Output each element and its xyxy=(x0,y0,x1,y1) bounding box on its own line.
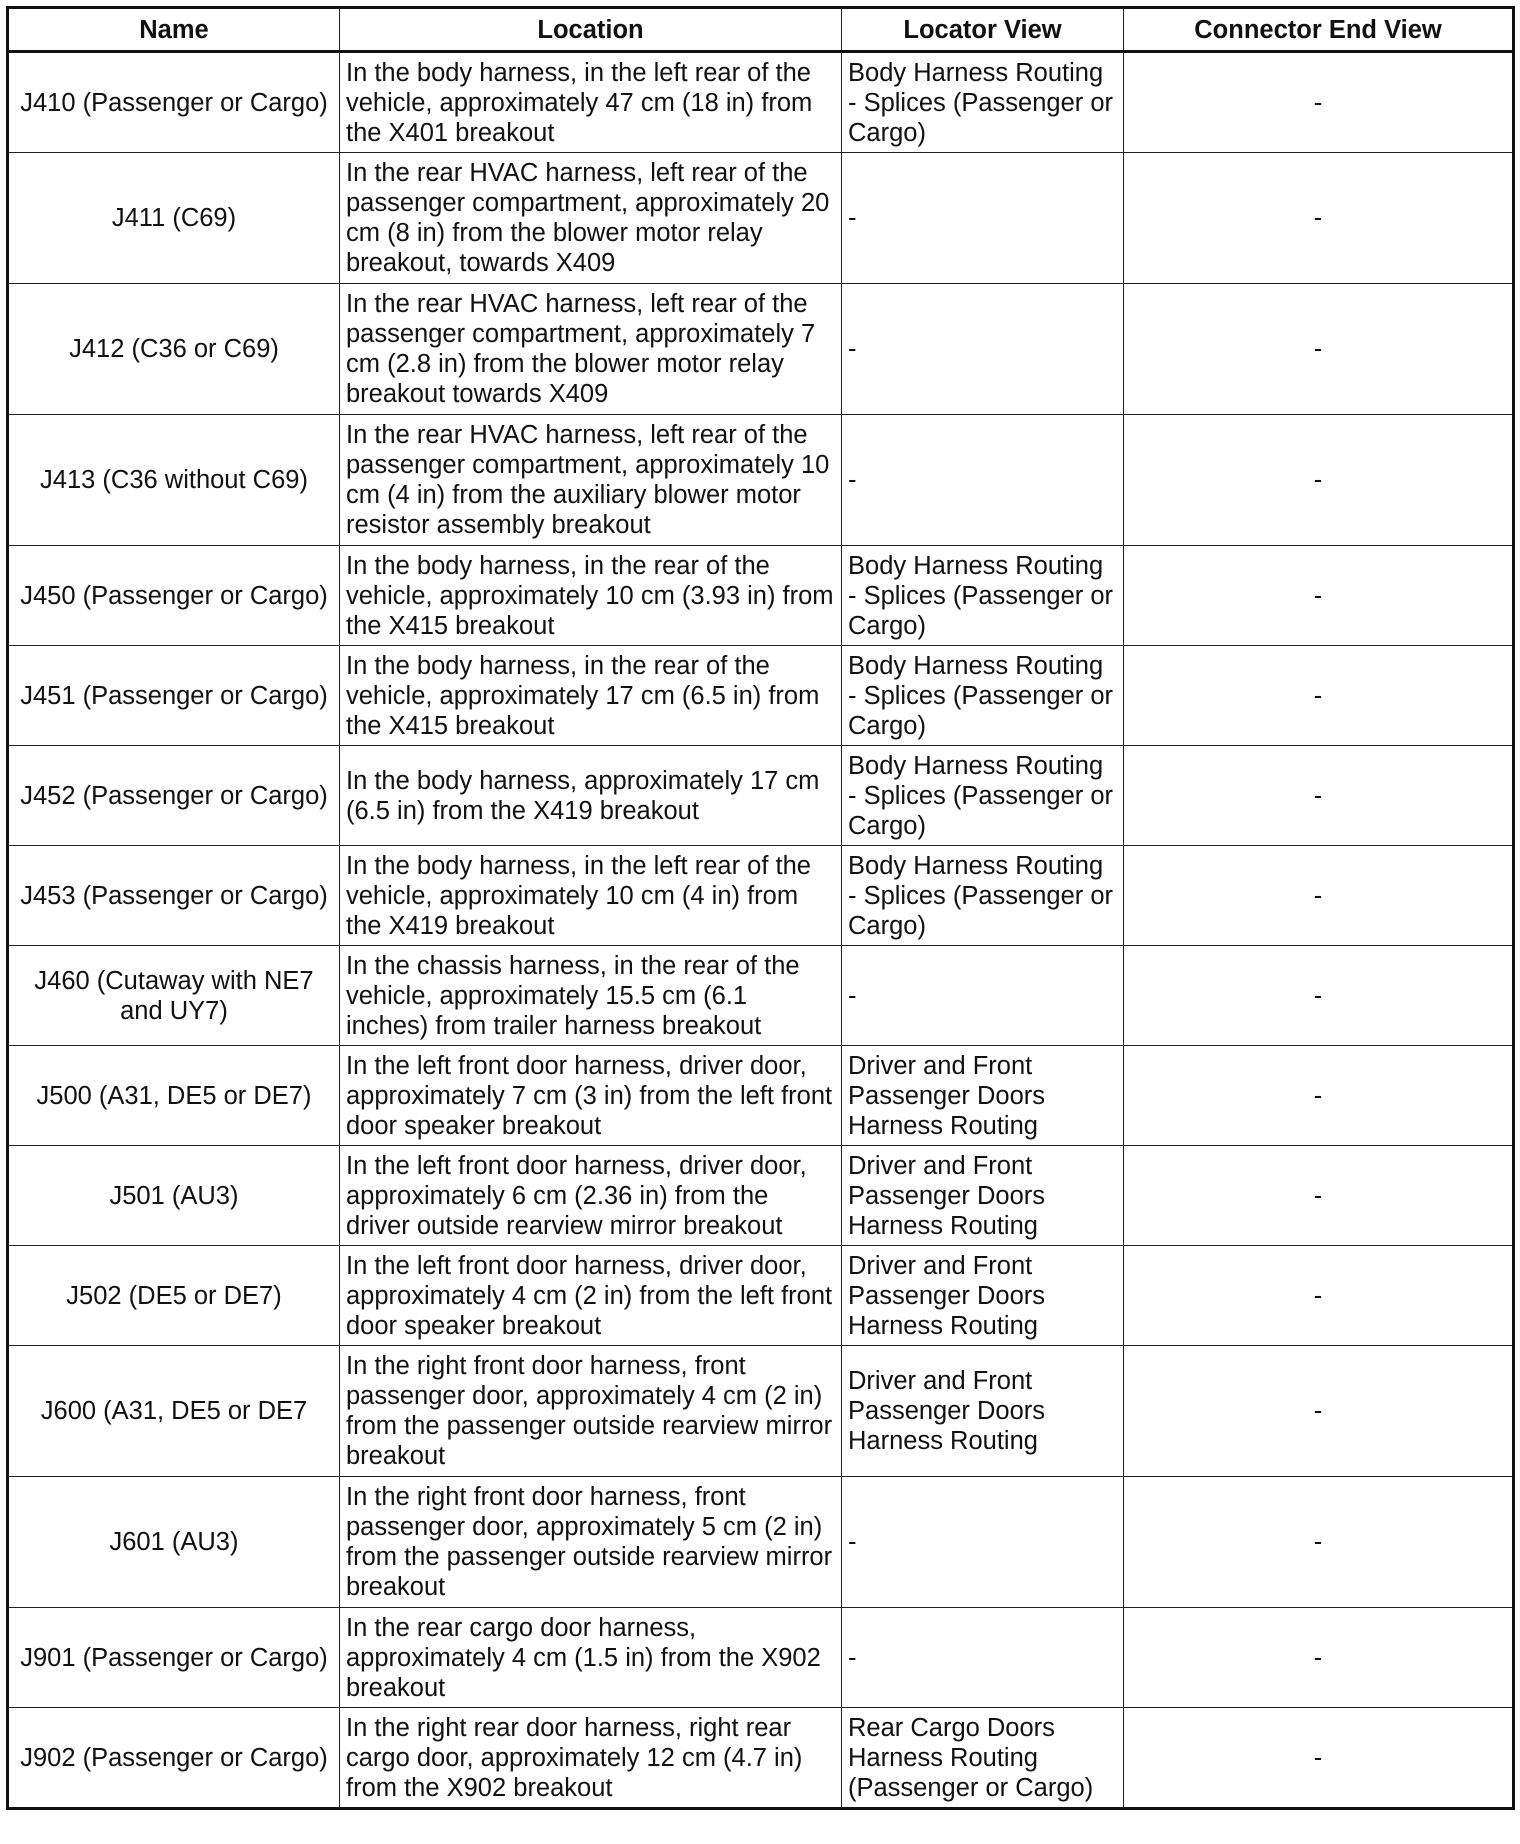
cell-connector-end-view: - xyxy=(1124,284,1514,415)
cell-location: In the right rear door harness, right rear cargo door, approximately 12 cm (4.7 in) from the X902 breakout xyxy=(340,1708,842,1809)
cell-location: In the body harness, approximately 17 cm (6.5 in) from the X419 breakout xyxy=(340,746,842,846)
cell-location: In the right front door harness, front passenger door, approximately 4 cm (2 in) from the passenger outside rearview mirror breakout xyxy=(340,1346,842,1477)
cell-locator-view: - xyxy=(842,284,1124,415)
cell-name: J901 (Passenger or Cargo) xyxy=(8,1608,340,1708)
cell-connector-end-view: - xyxy=(1124,1608,1514,1708)
cell-location: In the rear HVAC harness, left rear of the passenger compartment, approximately 10 cm (4 in) from the auxiliary blower motor resistor assembly breakout xyxy=(340,415,842,546)
cell-connector-end-view: - xyxy=(1124,415,1514,546)
cell-connector-end-view: - xyxy=(1124,546,1514,646)
cell-name: J411 (C69) xyxy=(8,153,340,284)
cell-location: In the rear HVAC harness, left rear of the passenger compartment, approximately 20 cm (8 in) from the blower motor relay breakout, towards X409 xyxy=(340,153,842,284)
cell-location: In the chassis harness, in the rear of the vehicle, approximately 15.5 cm (6.1 inches) from trailer harness breakout xyxy=(340,946,842,1046)
cell-name: J500 (A31, DE5 or DE7) xyxy=(8,1046,340,1146)
cell-locator-view: - xyxy=(842,1608,1124,1708)
table-row xyxy=(8,415,1514,546)
table-row xyxy=(8,284,1514,415)
cell-connector-end-view: - xyxy=(1124,153,1514,284)
cell-location: In the body harness, in the left rear of the vehicle, approximately 10 cm (4 in) from the X419 breakout xyxy=(340,846,842,946)
table-row xyxy=(8,946,1514,1046)
cell-name: J502 (DE5 or DE7) xyxy=(8,1246,340,1346)
cell-locator-view: Driver and Front Passenger Doors Harness Routing xyxy=(842,1346,1124,1477)
cell-locator-view: Body Harness Routing - Splices (Passenger or Cargo) xyxy=(842,746,1124,846)
cell-locator-view: Driver and Front Passenger Doors Harness Routing xyxy=(842,1046,1124,1146)
cell-connector-end-view: - xyxy=(1124,1246,1514,1346)
cell-connector-end-view: - xyxy=(1124,946,1514,1046)
cell-locator-view: Body Harness Routing - Splices (Passenger or Cargo) xyxy=(842,846,1124,946)
cell-name: J410 (Passenger or Cargo) xyxy=(8,52,340,153)
table-row xyxy=(8,646,1514,746)
header-locator-view: Locator View xyxy=(842,8,1124,52)
cell-name: J601 (AU3) xyxy=(8,1477,340,1608)
table-row xyxy=(8,1146,1514,1246)
cell-name: J501 (AU3) xyxy=(8,1146,340,1246)
cell-name: J453 (Passenger or Cargo) xyxy=(8,846,340,946)
table-row xyxy=(8,52,1514,153)
cell-connector-end-view: - xyxy=(1124,646,1514,746)
cell-name: J451 (Passenger or Cargo) xyxy=(8,646,340,746)
cell-name: J413 (C36 without C69) xyxy=(8,415,340,546)
table-row xyxy=(8,1477,1514,1608)
cell-connector-end-view: - xyxy=(1124,1346,1514,1477)
cell-location: In the right front door harness, front passenger door, approximately 5 cm (2 in) from the passenger outside rearview mirror breakout xyxy=(340,1477,842,1608)
table-row xyxy=(8,1046,1514,1146)
cell-connector-end-view: - xyxy=(1124,746,1514,846)
cell-locator-view: Driver and Front Passenger Doors Harness Routing xyxy=(842,1246,1124,1346)
cell-location: In the rear HVAC harness, left rear of the passenger compartment, approximately 7 cm (2.8 in) from the blower motor relay breakout towards X409 xyxy=(340,284,842,415)
cell-locator-view: - xyxy=(842,1477,1124,1608)
cell-locator-view: Body Harness Routing - Splices (Passenger or Cargo) xyxy=(842,546,1124,646)
table-row xyxy=(8,1708,1514,1809)
cell-locator-view: Body Harness Routing - Splices (Passenger or Cargo) xyxy=(842,646,1124,746)
cell-location: In the left front door harness, driver door, approximately 7 cm (3 in) from the left front door speaker breakout xyxy=(340,1046,842,1146)
splice-location-table xyxy=(6,6,1515,1810)
cell-location: In the left front door harness, driver door, approximately 4 cm (2 in) from the left front door speaker breakout xyxy=(340,1246,842,1346)
table-row xyxy=(8,746,1514,846)
cell-location: In the left front door harness, driver door, approximately 6 cm (2.36 in) from the driver outside rearview mirror breakout xyxy=(340,1146,842,1246)
cell-name: J460 (Cutaway with NE7 and UY7) xyxy=(8,946,340,1046)
table-row xyxy=(8,1246,1514,1346)
table-row xyxy=(8,1608,1514,1708)
cell-connector-end-view: - xyxy=(1124,1146,1514,1246)
cell-locator-view: Rear Cargo Doors Harness Routing (Passenger or Cargo) xyxy=(842,1708,1124,1809)
cell-locator-view: - xyxy=(842,946,1124,1046)
cell-locator-view: - xyxy=(842,153,1124,284)
cell-connector-end-view: - xyxy=(1124,846,1514,946)
table-header-row xyxy=(8,8,1514,52)
cell-location: In the body harness, in the left rear of the vehicle, approximately 47 cm (18 in) from the X401 breakout xyxy=(340,52,842,153)
cell-location: In the body harness, in the rear of the vehicle, approximately 17 cm (6.5 in) from the X415 breakout xyxy=(340,646,842,746)
header-name: Name xyxy=(8,8,340,52)
cell-connector-end-view: - xyxy=(1124,52,1514,153)
cell-connector-end-view: - xyxy=(1124,1708,1514,1809)
cell-location: In the rear cargo door harness, approximately 4 cm (1.5 in) from the X902 breakout xyxy=(340,1608,842,1708)
cell-name: J450 (Passenger or Cargo) xyxy=(8,546,340,646)
header-connector-end-view: Connector End View xyxy=(1124,8,1514,52)
cell-name: J412 (C36 or C69) xyxy=(8,284,340,415)
cell-name: J452 (Passenger or Cargo) xyxy=(8,746,340,846)
cell-name: J600 (A31, DE5 or DE7 xyxy=(8,1346,340,1477)
cell-location: In the body harness, in the rear of the vehicle, approximately 10 cm (3.93 in) from the X415 breakout xyxy=(340,546,842,646)
table-row xyxy=(8,153,1514,284)
cell-locator-view: - xyxy=(842,415,1124,546)
cell-connector-end-view: - xyxy=(1124,1477,1514,1608)
cell-connector-end-view: - xyxy=(1124,1046,1514,1146)
table-row xyxy=(8,1346,1514,1477)
header-location: Location xyxy=(340,8,842,52)
cell-locator-view: Body Harness Routing - Splices (Passenger or Cargo) xyxy=(842,52,1124,153)
table-row xyxy=(8,546,1514,646)
cell-name: J902 (Passenger or Cargo) xyxy=(8,1708,340,1809)
table-row xyxy=(8,846,1514,946)
cell-locator-view: Driver and Front Passenger Doors Harness Routing xyxy=(842,1146,1124,1246)
